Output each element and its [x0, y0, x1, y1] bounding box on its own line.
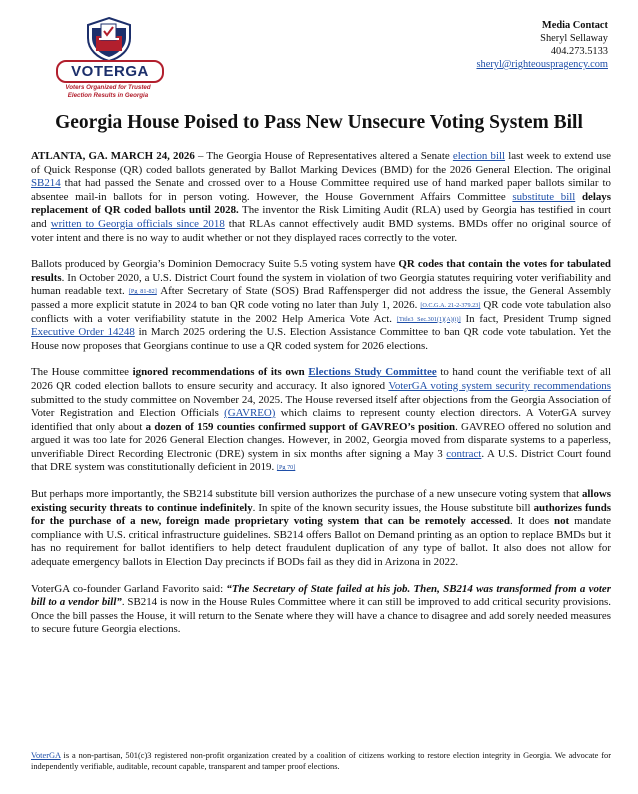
elections-study-committee-link[interactable]: Elections Study Committee — [308, 366, 437, 379]
bold-text: ignored recommendations of its own — [132, 366, 309, 379]
paragraph-2 — [31, 258, 611, 353]
election-bill-link[interactable]: election bill — [452, 150, 506, 162]
text: . SB214 is now in the House Rules Committee where it can still be improved to add critical security provisions. Once the bill passes the House, it will return to the Senate where they will have a chance to disagree and add sorely needed measures to secure future Georgia elections. — [31, 596, 611, 636]
voterga-logo — [52, 16, 164, 102]
paragraph-1 — [31, 150, 611, 245]
citation-hava-link[interactable]: [Title3 Sec.301(1)(A)(i)] — [396, 315, 461, 323]
sb214-link[interactable]: SB214 — [31, 177, 61, 190]
media-contact-email-link[interactable]: sheryl@righteouspragency.com — [476, 59, 608, 70]
gavreo-link[interactable]: (GAVREO) — [224, 407, 276, 420]
text: VoterGA co-founder Garland Favorito said: — [31, 582, 227, 595]
text: in March 2025 ordering the U.S. Election Assistance Committee to ban QR code vote tabulation. Yet the House now proposes that Georgians continue to use a QR coded system for 2026 elections. — [31, 326, 611, 352]
text: The House committee — [31, 366, 133, 379]
citation-pg-70-link[interactable]: [Pg 70] — [276, 464, 296, 472]
logo-tagline-line-2: Election Results in Georgia — [67, 91, 149, 99]
logo-tagline — [52, 84, 164, 99]
written-to-officials-link[interactable]: written to Georgia officials since 2018 — [50, 217, 225, 230]
ballot-box-shield-icon — [84, 16, 134, 62]
quote: “The Secretary of State failed at his job. Then, SB214 was transformed from a voter bill to a vendor bill” — [31, 582, 611, 609]
text: . GAVREO offered no solution and argued it was too late for 2026 General Election changes. However, in 2002, Georgia moved from disparate systems to a paperless, unverifiable Direct Recording Electronic (DRE) system in six months after signing a May 3 — [31, 420, 611, 460]
text: is a non-partisan, 501(c)3 registered non-profit organization created by a coalition of citizens working to restore election integrity in Georgia. We advocate for independently verifiable, auditable, recount capable, transparent and tamper proof elections. — [31, 751, 611, 771]
text: that RLAs cannot effectively audit BMD systems. BMDs offer no original source of voter intent and there is no way to audit whether or not they displayed races correctly to the voter. — [31, 217, 611, 244]
text: After Secretary of State (SOS) Brad Raffensperger did not address the issue, the General Assembly passed a more explicit statute in 2024 to ban QR code voting no later than July 1, 2026. — [31, 285, 612, 311]
text: submitted to the study committee on November 24, 2025. The House reversed itself after objections from the Georgia Association of Voter Registration and Election Officials — [31, 393, 611, 420]
media-contact-phone: 404.273.5133 — [550, 46, 608, 57]
contract-link[interactable]: contract — [446, 447, 482, 460]
text: But perhaps more importantly, the SB214 substitute bill version authorizes the purchase of a new unsecure voting system that — [31, 488, 582, 501]
text: In fact, President Trump signed — [460, 312, 612, 325]
dateline: ATLANTA, GA. MARCH 24, 2026 — [31, 150, 195, 162]
text: Ballots produced by Georgia’s Dominion Democracy Suite 5.5 voting system have — [31, 258, 399, 271]
text: The inventor the Risk Limiting Audit (RLA) used by Georgia has testified in court and — [31, 204, 611, 230]
media-contact-name: Sheryl Sellaway — [540, 33, 608, 44]
text: to hand count the verifiable text of all 2026 QR coded election ballots to ensure security and accuracy. It also ignored — [31, 366, 611, 392]
voterga-footer-link[interactable]: VoterGA — [31, 751, 61, 760]
bold-text: a dozen of 159 counties confirmed support of GAVREO’s position — [145, 420, 456, 433]
headline: Georgia House Poised to Pass New Unsecure Voting System Bill — [55, 112, 583, 133]
media-contact — [476, 19, 608, 71]
paragraph-4 — [31, 488, 611, 570]
voterga-recommendations-link[interactable]: VoterGA voting system security recommendations — [388, 379, 611, 392]
text: . It does — [509, 515, 555, 528]
text: . In spite of the known security issues, the House substitute bill — [252, 501, 534, 514]
article-body — [31, 150, 611, 650]
logo-wordmark: VOTERGA — [56, 60, 164, 83]
paragraph-5 — [31, 583, 611, 637]
footer-boilerplate — [31, 751, 611, 772]
executive-order-link[interactable]: Executive Order 14248 — [31, 326, 135, 339]
media-contact-title: Media Contact — [541, 20, 608, 31]
text: mandate compliance with U.S. critical infrastructure guidelines. SB214 offers Ballot on Demand printing as an option to replace BMDs but it has no requirement for ballot identifiers to help detect fraudulent duplication of any type of ballot. It also does not allow for adequate emergency ballots in Election Day precincts if BODs fail as they did in Arizona in 2022. — [31, 515, 611, 569]
bold-text: delays replacement of QR coded ballots until 2028. — [31, 190, 611, 217]
substitute-bill-link[interactable]: substitute bill — [512, 190, 576, 203]
text: – The Georgia House of Representatives altered a Senate — [194, 150, 453, 162]
bold-text: QR codes that contain the votes for tabulated results — [31, 258, 611, 284]
citation-ocga-link[interactable]: [O.C.G.A. 21-2-379.23] — [420, 301, 481, 309]
logo-tagline-line-1: Voters Organized for Trusted — [65, 84, 151, 91]
bold-text: not — [554, 515, 570, 528]
text: last week to extend use of Quick Response (QR) coded ballots generated by Ballot Marking Devices (BMD) for the 2026 General Election. The original — [31, 150, 612, 176]
text: . A U.S. District Court found that DRE system was constitutionally deficient in 2019. — [31, 447, 611, 474]
paragraph-3 — [31, 366, 611, 475]
text: . In October 2020, a U.S. District Court found the system in violation of two Georgia statutes requiring voter verifiability and human readable text. — [31, 271, 611, 298]
bold-text: authorizes funds for the purchase of a new, foreign made proprietary voting system that can be remotely accessed — [31, 501, 612, 528]
citation-pg-81-82-link[interactable]: [Pg 81-82] — [128, 288, 157, 296]
bold-text: allows existing security threats to continue indefinitely — [31, 488, 611, 514]
text: which claims to represent county election directors. A VoterGA survey identified that only about — [31, 407, 611, 433]
text: QR code vote tabulation also conflicts with a voter verifiability statute in the 2002 Help America Vote Act. — [31, 298, 611, 325]
text: that had passed the Senate and crossed over to a House Committee required use of hand marked paper ballots similar to absentee mail-in ballots for in person voting. However, the House Government Affairs Committee — [31, 177, 611, 203]
